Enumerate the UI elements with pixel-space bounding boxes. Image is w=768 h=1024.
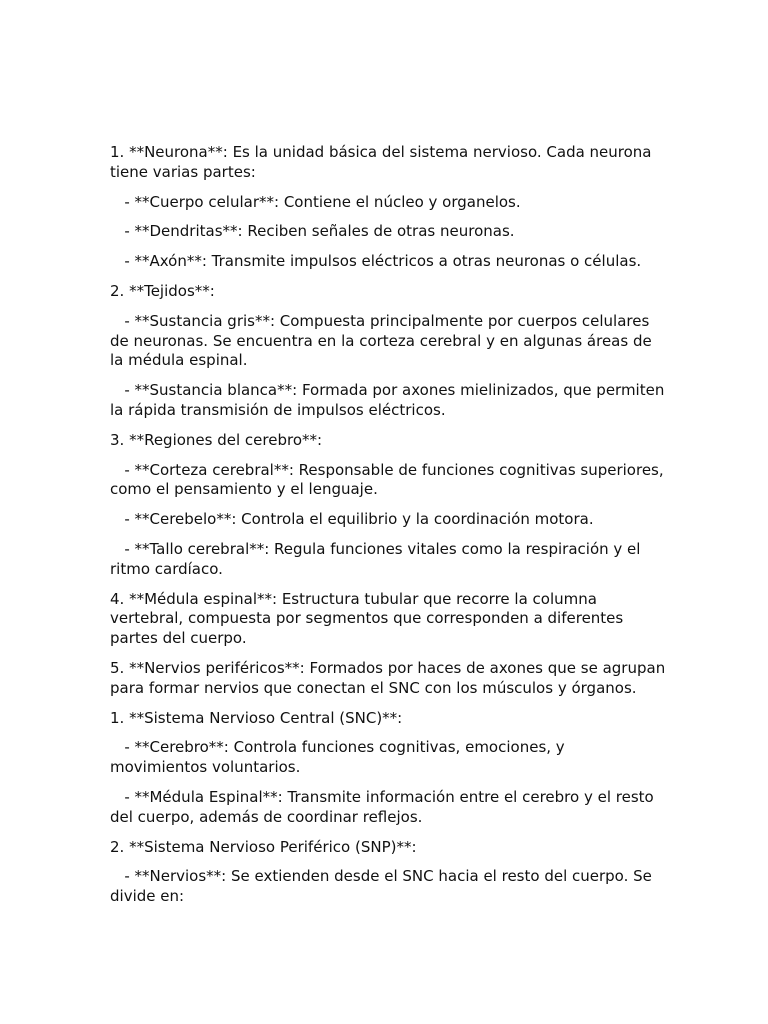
paragraph-cerebelo: - **Cerebelo**: Controla el equilibrio y la coordinación motora. xyxy=(110,510,594,529)
paragraph-snp: 2. **Sistema Nervioso Periférico (SNP)**: xyxy=(110,837,417,856)
paragraph-nervios: - **Nervios**: Se extienden desde el SNC hacia el resto del cuerpo. Se divide en: xyxy=(110,867,657,906)
paragraph-regiones-cerebro: 3. **Regiones del cerebro**: xyxy=(110,430,323,449)
paragraph-tejidos: 2. **Tejidos**: xyxy=(110,281,215,300)
paragraph-medula-espinal-snc: - **Médula Espinal**: Transmite información entre el cerebro y el resto del cuerpo, además de coordinar reflejos. xyxy=(110,787,659,826)
paragraph-sustancia-blanca: - **Sustancia blanca**: Formada por axones mielinizados, que permiten la rápida transmisión de impulsos eléctricos. xyxy=(110,381,670,419)
paragraph-cuerpo-celular: - **Cuerpo celular**: Contiene el núcleo y organelos. xyxy=(110,192,521,211)
paragraph-corteza-cerebral: - **Corteza cerebral**: Responsable de funciones cognitivas superiores, como el pensamiento y el lenguaje. xyxy=(110,460,669,499)
paragraph-axon: - **Axón**: Transmite impulsos eléctricos a otras neuronas o células. xyxy=(110,252,642,271)
paragraph-tallo-cerebral: - **Tallo cerebral**: Regula funciones vitales como la respiración y el ritmo cardíaco. xyxy=(110,539,646,578)
paragraph-nervios-perifericos: 5. **Nervios periféricos**: Formados por haces de axones que se agrupan para formar nervios que conectan el SNC con los músculos y órganos. xyxy=(110,658,670,697)
paragraph-medula-espinal: 4. **Médula espinal**: Estructura tubular que recorre la columna vertebral, compuesta por segmentos que corresponden a diferentes partes del cuerpo. xyxy=(110,589,629,648)
paragraph-cerebro: - **Cerebro**: Controla funciones cognitivas, emociones, y movimientos voluntarios. xyxy=(110,738,570,777)
paragraph-snc: 1. **Sistema Nervioso Central (SNC)**: xyxy=(110,708,403,727)
paragraph-neurona: 1. **Neurona**: Es la unidad básica del sistema nervioso. Cada neurona tiene varias partes: xyxy=(110,143,657,181)
paragraph-sustancia-gris: - **Sustancia gris**: Compuesta principalmente por cuerpos celulares de neuronas. Se encuentra en la corteza cerebral y en algunas áreas de la médula espinal. xyxy=(110,311,657,370)
document-page xyxy=(110,143,670,917)
paragraph-dendritas: - **Dendritas**: Reciben señales de otras neuronas. xyxy=(110,222,515,241)
